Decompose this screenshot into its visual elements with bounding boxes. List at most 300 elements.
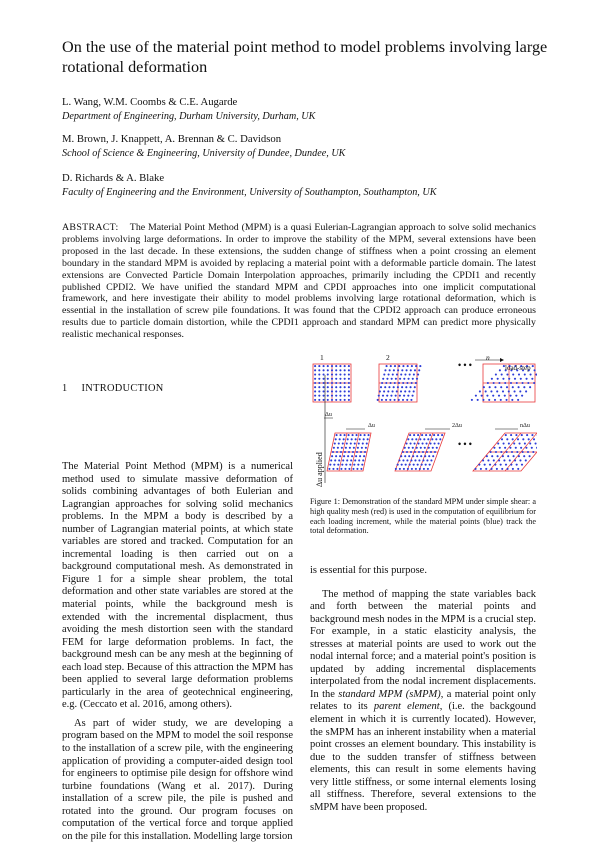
material-point — [314, 395, 316, 397]
material-point — [413, 390, 415, 392]
material-point — [419, 365, 421, 367]
material-point — [512, 438, 514, 440]
material-point — [345, 447, 347, 449]
increment-label: 2Δu — [452, 423, 462, 429]
material-point — [404, 455, 406, 457]
material-point — [505, 434, 507, 436]
material-point — [499, 369, 501, 371]
material-point — [327, 378, 329, 380]
material-point — [478, 464, 480, 466]
material-point — [327, 399, 329, 401]
material-point — [339, 438, 341, 440]
material-point — [345, 464, 347, 466]
section-number: 1 — [62, 383, 68, 394]
material-point — [323, 390, 325, 392]
right-column — [310, 565, 536, 825]
material-point — [403, 468, 405, 470]
material-point — [340, 451, 342, 453]
material-point — [394, 382, 396, 384]
material-point — [368, 434, 370, 436]
material-point — [400, 455, 402, 457]
material-point — [383, 390, 385, 392]
material-point — [366, 443, 368, 445]
material-point — [331, 395, 333, 397]
material-point — [344, 378, 346, 380]
material-point — [386, 378, 388, 380]
material-point — [335, 455, 337, 457]
material-point — [344, 390, 346, 392]
material-point — [506, 374, 508, 376]
material-point — [386, 395, 388, 397]
material-point — [415, 382, 417, 384]
material-point — [500, 399, 502, 401]
material-point — [346, 459, 348, 461]
material-point — [381, 382, 383, 384]
material-point — [344, 395, 346, 397]
material-point — [490, 451, 492, 453]
material-point — [327, 390, 329, 392]
material-point — [427, 468, 429, 470]
material-point — [441, 434, 443, 436]
material-point — [423, 438, 425, 440]
material-point — [514, 459, 516, 461]
material-point — [356, 434, 358, 436]
material-point — [500, 386, 502, 388]
material-point — [529, 443, 531, 445]
material-point — [526, 434, 528, 436]
material-point — [518, 374, 520, 376]
material-point — [486, 455, 488, 457]
material-point — [417, 434, 419, 436]
material-point — [517, 399, 519, 401]
material-point — [501, 438, 503, 440]
material-point — [426, 443, 428, 445]
material-point — [390, 382, 392, 384]
material-point — [318, 378, 320, 380]
material-point — [413, 434, 415, 436]
material-point — [418, 443, 420, 445]
material-point — [335, 386, 337, 388]
material-point — [403, 395, 405, 397]
material-point — [390, 395, 392, 397]
material-point — [331, 390, 333, 392]
material-point — [351, 455, 353, 457]
material-point — [530, 374, 532, 376]
material-point — [352, 451, 354, 453]
material-point — [397, 386, 399, 388]
material-point — [505, 464, 507, 466]
material-point — [495, 451, 497, 453]
material-point — [388, 386, 390, 388]
paragraph — [310, 589, 536, 815]
material-point — [488, 399, 490, 401]
material-point — [348, 395, 350, 397]
material-point — [343, 455, 345, 457]
material-point — [407, 438, 409, 440]
material-point — [318, 365, 320, 367]
material-point — [531, 447, 533, 449]
material-point — [418, 369, 420, 371]
material-point — [348, 399, 350, 401]
material-point — [411, 365, 413, 367]
material-point — [391, 378, 393, 380]
material-point — [422, 451, 424, 453]
material-point — [508, 378, 510, 380]
material-point — [348, 451, 350, 453]
material-point — [518, 386, 520, 388]
material-point — [346, 443, 348, 445]
material-point — [363, 438, 365, 440]
material-point — [348, 468, 350, 470]
material-point — [531, 434, 533, 436]
material-point — [410, 451, 412, 453]
material-point — [482, 399, 484, 401]
material-point — [348, 365, 350, 367]
material-point — [436, 447, 438, 449]
material-point — [331, 382, 333, 384]
material-point — [331, 365, 333, 367]
material-point — [314, 378, 316, 380]
material-point — [412, 447, 414, 449]
material-point — [318, 390, 320, 392]
material-point — [418, 451, 420, 453]
material-point — [378, 395, 380, 397]
material-point — [398, 382, 400, 384]
ellipsis: • • • — [458, 439, 472, 449]
material-point — [342, 459, 344, 461]
material-point — [314, 369, 316, 371]
material-point — [407, 468, 409, 470]
material-point — [426, 459, 428, 461]
material-point — [344, 451, 346, 453]
material-point — [351, 438, 353, 440]
material-point — [492, 395, 494, 397]
material-point — [430, 451, 432, 453]
material-point — [394, 399, 396, 401]
material-point — [387, 390, 389, 392]
material-point — [336, 451, 338, 453]
material-point — [512, 468, 514, 470]
material-point — [486, 395, 488, 397]
material-point — [402, 451, 404, 453]
material-point — [504, 447, 506, 449]
material-point — [509, 447, 511, 449]
material-point — [323, 365, 325, 367]
material-point — [409, 374, 411, 376]
material-point — [427, 438, 429, 440]
material-point — [318, 382, 320, 384]
material-point — [395, 395, 397, 397]
material-point — [521, 464, 523, 466]
material-point — [354, 443, 356, 445]
material-point — [339, 399, 341, 401]
material-point — [516, 451, 518, 453]
material-point — [348, 374, 350, 376]
material-point — [428, 447, 430, 449]
material-point — [416, 455, 418, 457]
left-column — [62, 461, 293, 849]
paragraph: The Material Point Method (MPM) is a numerical method used to simulate massive deformation of solids combining advantages of both Eulerian and Lagrangian approaches for solving solid mechanics problems. In the MPM a body is described by a number of Lagrangian material points, at which state variables are stored and tracked. Computation for an incremental loading is then carried out on a background computational mesh. As demonstrated in Figure 1 for a simple shear problem, the total deformation and other state variables are stored at the material points, while the background mesh is extended with the incremental displacment, thus avoiding the mesh distortion seen with the standard FEM for large deformation problems. In fact, the background mesh can be any mesh at the beginning of each load step. Because of this attraction the MPM has been applied to several large deformation problems particularly in the area of geotechnical engineering, e.g. (Ceccato et al. 2016, among others). — [62, 461, 293, 712]
material-point — [335, 438, 337, 440]
authors-southampton: D. Richards & A. Blake — [62, 172, 164, 185]
authors-durham: L. Wang, W.M. Coombs & C.E. Augarde — [62, 96, 237, 109]
material-point — [415, 438, 417, 440]
material-point — [533, 382, 535, 384]
increment-label: Δu — [368, 423, 375, 429]
step-label: 1 — [320, 355, 324, 362]
material-point — [384, 386, 386, 388]
material-point — [404, 447, 406, 449]
material-point — [386, 365, 388, 367]
material-point — [411, 438, 413, 440]
material-point — [497, 443, 499, 445]
increment-label: Δu — [325, 412, 332, 418]
material-point — [364, 434, 366, 436]
material-point — [432, 447, 434, 449]
material-point — [515, 447, 517, 449]
material-point — [352, 434, 354, 436]
material-point — [402, 382, 404, 384]
material-point — [341, 464, 343, 466]
material-point — [430, 459, 432, 461]
paragraph: As part of wider study, we are developing a program based on the MPM to model the soil response to the installation of a screw pile, with the engineering application of providing a computer-aided design tool for engineers to optimise pile design for offshore wind turbine foundations (Wang et al. 2017). During installation of a screw pile, the pile is pushed and rotated into the ground. Our program focuses on computation of the vertical force and torque applied on the pile for this installation. Modelling large torsion — [62, 718, 293, 843]
material-point — [497, 378, 499, 380]
material-point — [504, 382, 506, 384]
material-point — [339, 382, 341, 384]
material-point — [490, 390, 492, 392]
material-point — [327, 365, 329, 367]
material-point — [344, 434, 346, 436]
material-point — [421, 434, 423, 436]
material-point — [354, 459, 356, 461]
material-point — [350, 459, 352, 461]
material-point — [407, 395, 409, 397]
material-point — [332, 468, 334, 470]
material-point — [344, 365, 346, 367]
material-point — [511, 451, 513, 453]
material-point — [425, 434, 427, 436]
material-point — [416, 378, 418, 380]
material-point — [480, 468, 482, 470]
material-point — [520, 447, 522, 449]
material-point — [344, 369, 346, 371]
material-point — [318, 395, 320, 397]
material-point — [525, 459, 527, 461]
material-point — [381, 399, 383, 401]
emphasis: parent element — [374, 701, 440, 712]
material-point — [398, 459, 400, 461]
material-point — [499, 447, 501, 449]
material-point — [327, 386, 329, 388]
step-label: n — [486, 355, 490, 362]
material-point — [408, 390, 410, 392]
material-point — [360, 468, 362, 470]
material-point — [512, 386, 514, 388]
material-point — [361, 447, 363, 449]
material-point — [506, 386, 508, 388]
material-point — [485, 390, 487, 392]
material-point — [344, 374, 346, 376]
material-point — [413, 464, 415, 466]
material-point — [408, 378, 410, 380]
material-point — [405, 464, 407, 466]
material-point — [533, 438, 535, 440]
material-point — [408, 447, 410, 449]
material-point — [339, 390, 341, 392]
material-point — [431, 438, 433, 440]
material-point — [344, 399, 346, 401]
material-point — [410, 399, 412, 401]
ellipsis: • • • — [458, 360, 472, 370]
material-point — [361, 464, 363, 466]
material-point — [500, 451, 502, 453]
material-point — [409, 434, 411, 436]
material-point — [399, 395, 401, 397]
material-point — [314, 382, 316, 384]
material-point — [487, 382, 489, 384]
material-point — [516, 464, 518, 466]
material-point — [337, 447, 339, 449]
material-point — [344, 382, 346, 384]
material-point — [511, 399, 513, 401]
material-point — [344, 468, 346, 470]
material-point — [385, 399, 387, 401]
material-point — [360, 434, 362, 436]
material-point — [412, 455, 414, 457]
material-point — [429, 434, 431, 436]
material-point — [382, 378, 384, 380]
material-point — [529, 455, 531, 457]
material-point — [517, 438, 519, 440]
material-point — [355, 455, 357, 457]
material-point — [510, 434, 512, 436]
load-step-arrow-head — [500, 358, 504, 362]
material-point — [485, 468, 487, 470]
material-point — [338, 459, 340, 461]
material-point — [362, 443, 364, 445]
material-point — [358, 459, 360, 461]
material-point — [380, 386, 382, 388]
material-point — [335, 378, 337, 380]
material-point — [404, 374, 406, 376]
material-point — [439, 438, 441, 440]
material-point — [493, 459, 495, 461]
material-point — [323, 382, 325, 384]
material-point — [349, 464, 351, 466]
material-point — [342, 443, 344, 445]
material-point — [475, 395, 477, 397]
material-point — [424, 447, 426, 449]
material-point — [509, 459, 511, 461]
material-point — [507, 468, 509, 470]
material-point — [406, 443, 408, 445]
figure-caption: Figure 1: Demonstration of the standard MPM under simple shear: a high quality mesh (red) is used in the computation of equilibrium for each loading increment, while the material points (blue) track the total deformation. — [310, 497, 536, 536]
material-point — [535, 443, 537, 445]
load-step-label: load-step — [505, 364, 531, 372]
material-point — [314, 399, 316, 401]
material-point — [494, 464, 496, 466]
material-point — [402, 365, 404, 367]
material-point — [528, 438, 530, 440]
material-point — [339, 395, 341, 397]
material-point — [383, 374, 385, 376]
material-point — [393, 369, 395, 371]
material-point — [318, 369, 320, 371]
material-point — [532, 365, 534, 367]
material-point — [349, 447, 351, 449]
material-point — [341, 447, 343, 449]
material-point — [489, 464, 491, 466]
material-point — [406, 451, 408, 453]
material-point — [422, 459, 424, 461]
material-point — [328, 468, 330, 470]
material-point — [527, 382, 529, 384]
material-point — [402, 399, 404, 401]
material-point — [401, 386, 403, 388]
affiliation-southampton: Faculty of Engineering and the Environment, University of Southampton, Southampton, UK — [62, 186, 437, 199]
material-point — [406, 399, 408, 401]
material-point — [502, 455, 504, 457]
material-point — [498, 395, 500, 397]
material-point — [344, 386, 346, 388]
material-point — [406, 382, 408, 384]
text-run: , a material point only relates to its — [310, 689, 536, 713]
material-point — [514, 390, 516, 392]
material-point — [518, 455, 520, 457]
material-point — [329, 464, 331, 466]
authors-dundee: M. Brown, J. Knappett, A. Brennan & C. Davidson — [62, 133, 281, 146]
material-point — [396, 390, 398, 392]
material-point — [519, 459, 521, 461]
material-point — [407, 365, 409, 367]
material-point — [507, 455, 509, 457]
text-run: The method of mapping the state variables back and forth between the material points and background mesh nodes in the MPM is a crucial step. For example, in a static elasticity analysis, the stresses at material points are used to work out the nodal internal force; and a material point's position is updated by adding incremental displacements interpolated from the nodal increment displacements. In the — [310, 589, 536, 700]
material-point — [508, 390, 510, 392]
material-point — [419, 468, 421, 470]
material-point — [523, 455, 525, 457]
material-point — [411, 468, 413, 470]
material-point — [404, 390, 406, 392]
material-point — [516, 382, 518, 384]
material-point — [506, 438, 508, 440]
material-point — [347, 455, 349, 457]
material-point — [323, 395, 325, 397]
material-point — [318, 399, 320, 401]
paper-title: On the use of the material point method to model problems involving large rotational deformation — [62, 37, 552, 77]
material-point — [414, 369, 416, 371]
material-point — [416, 447, 418, 449]
material-point — [411, 382, 413, 384]
material-point — [395, 378, 397, 380]
material-point — [332, 451, 334, 453]
material-point — [390, 365, 392, 367]
material-point — [419, 438, 421, 440]
material-point — [335, 365, 337, 367]
material-point — [494, 399, 496, 401]
material-point — [517, 468, 519, 470]
material-point — [385, 382, 387, 384]
material-point — [389, 369, 391, 371]
material-point — [522, 451, 524, 453]
material-point — [323, 369, 325, 371]
material-point — [510, 382, 512, 384]
material-point — [415, 468, 417, 470]
material-point — [335, 390, 337, 392]
material-point — [491, 468, 493, 470]
material-point — [353, 447, 355, 449]
material-point — [417, 374, 419, 376]
material-point — [434, 451, 436, 453]
